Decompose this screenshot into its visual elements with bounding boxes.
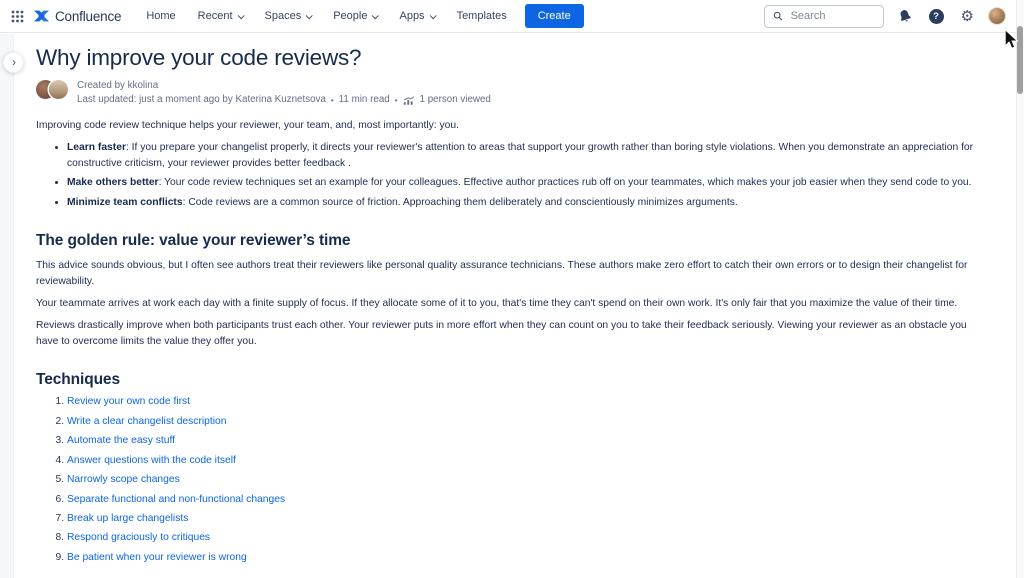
nav-item-recent[interactable]: [187, 0, 254, 32]
nav-item-home[interactable]: [135, 0, 186, 32]
nav-item-spaces[interactable]: [254, 0, 323, 32]
technique-item: [67, 414, 990, 429]
chevron-down-icon: [372, 12, 379, 19]
search-icon: [773, 10, 783, 22]
search-input[interactable]: [789, 9, 875, 23]
search-box[interactable]: [764, 5, 884, 28]
gear-icon: ⚙: [960, 6, 974, 25]
app-switcher-icon[interactable]: [8, 7, 27, 26]
technique-item: [67, 394, 990, 409]
benefit-item: [67, 175, 990, 190]
nav-item-people[interactable]: [322, 0, 388, 32]
benefits-list: [36, 140, 990, 210]
technique-link[interactable]: Automate the easy stuff: [67, 435, 175, 447]
benefit-text: : If you prepare your changelist properly, it directs your reviewer's attention to areas that support your growth rather than boring style violations. When you demonstrate an appreciation for constructive criticism, your reviewer provides better feedback .: [67, 142, 974, 169]
chevron-down-icon: [306, 12, 313, 19]
help-button[interactable]: [926, 6, 947, 27]
created-by: Created by kkolina: [77, 80, 159, 91]
technique-item: [67, 530, 990, 545]
page-container: [0, 34, 1016, 578]
technique-item: [67, 472, 990, 487]
intro-paragraph: Improving code review technique helps your reviewer, your team, and, most importantly: you.: [36, 119, 459, 131]
technique-link[interactable]: Answer questions with the code itself: [67, 454, 236, 466]
technique-item: [67, 511, 990, 526]
nav-right-group: [764, 5, 1012, 28]
views-chart-icon: [403, 96, 415, 105]
last-updated-row: [77, 93, 491, 107]
byline: [36, 79, 990, 108]
separator-dot: •: [394, 95, 398, 105]
last-updated: Last updated: just a moment ago by Katerina Kuznetsova: [77, 94, 326, 106]
technique-link[interactable]: Write a clear changelist description: [67, 415, 227, 427]
nav-left-group: [8, 0, 584, 32]
nav-item-templates[interactable]: [446, 0, 518, 32]
nav-item-apps[interactable]: [388, 0, 445, 32]
chevron-down-icon: [429, 12, 436, 19]
page-content: [14, 34, 1016, 578]
confluence-logo-icon: [33, 8, 50, 24]
profile-avatar[interactable]: [988, 7, 1006, 25]
technique-item: [67, 550, 990, 565]
technique-link[interactable]: Respond graciously to critiques: [67, 532, 211, 544]
benefit-text: : Your code review techniques set an example for your colleagues. Effective author practices rub off on your teammates, which makes your job easier when they send code to you.: [158, 177, 972, 189]
people-viewed[interactable]: 1 person viewed: [419, 94, 491, 106]
nav-item-label: Templates: [456, 10, 507, 22]
section-heading-techniques: Techniques: [36, 371, 120, 389]
brand-name: Confluence: [55, 8, 122, 24]
separator-dot: •: [330, 95, 334, 105]
chevron-right-icon: ›: [12, 54, 16, 69]
editor-avatar[interactable]: [49, 80, 68, 99]
byline-text: [77, 79, 491, 108]
techniques-list: [36, 394, 990, 565]
settings-button[interactable]: [958, 6, 977, 27]
sidebar-expand-button[interactable]: [3, 52, 24, 73]
chevron-down-icon: [237, 12, 244, 19]
technique-link[interactable]: Separate functional and non-functional changes: [67, 493, 286, 505]
bell-icon: [896, 7, 914, 25]
nav-item-label: People: [333, 10, 368, 22]
golden-rule-paragraph: Your teammate arrives at work each day with a finite supply of focus. If they allocate some of it to you, that's time they can't spend on their own work. It's only fair that you maximize the value of their time.: [36, 298, 958, 310]
scrollbar-thumb[interactable]: [1017, 26, 1023, 94]
byline-avatars: [36, 79, 68, 99]
technique-link[interactable]: Narrowly scope changes: [67, 474, 180, 486]
benefit-item: [67, 195, 990, 210]
page-title: Why improve your code reviews?: [36, 45, 362, 70]
top-navigation: [0, 0, 1024, 33]
technique-item: [67, 453, 990, 468]
benefit-item: [67, 140, 990, 171]
notifications-button[interactable]: [895, 6, 915, 26]
golden-rule-paragraph: Reviews drastically improve when both participants trust each other. Your reviewer puts in more effort when they can count on you to take their feedback seriously. Viewing your reviewer as an obstacle you have to overcome limits the value they offer you.: [36, 320, 967, 347]
technique-link[interactable]: Review your own code first: [67, 396, 191, 408]
nav-item-label: Recent: [197, 10, 233, 22]
read-time: 11 min read: [338, 94, 390, 106]
nav-item-label: Apps: [399, 10, 425, 22]
grid-dots-icon: [11, 10, 24, 23]
nav-item-label: Spaces: [264, 10, 302, 22]
benefit-title: Minimize team conflicts: [67, 196, 183, 208]
collapsed-sidebar: [0, 34, 14, 578]
section-heading-golden-rule: The golden rule: value your reviewer’s time: [36, 232, 351, 250]
technique-link[interactable]: Break up large changelists: [67, 512, 189, 524]
technique-item: [67, 433, 990, 448]
technique-link[interactable]: Be patient when your reviewer is wrong: [67, 551, 247, 563]
nav-item-label: Home: [146, 10, 176, 22]
scrollbar-track[interactable]: [1016, 0, 1024, 578]
benefit-text: : Code reviews are a common source of friction. Approaching them deliberately and conscientiously minimizes arguments.: [182, 196, 738, 208]
golden-rule-paragraph: This advice sounds obvious, but I often see authors treat their reviewers like personal quality assurance technicians. These authors make zero effort to catch their own errors or to design their changelist for reviewability.: [36, 260, 968, 287]
help-icon: ?: [929, 9, 944, 24]
technique-item: [67, 492, 990, 507]
confluence-home-link[interactable]: [33, 8, 121, 24]
create-button[interactable]: Create: [525, 4, 584, 28]
primary-nav: [135, 0, 517, 32]
benefit-title: Make others better: [67, 177, 159, 189]
benefit-title: Learn faster: [67, 142, 126, 154]
